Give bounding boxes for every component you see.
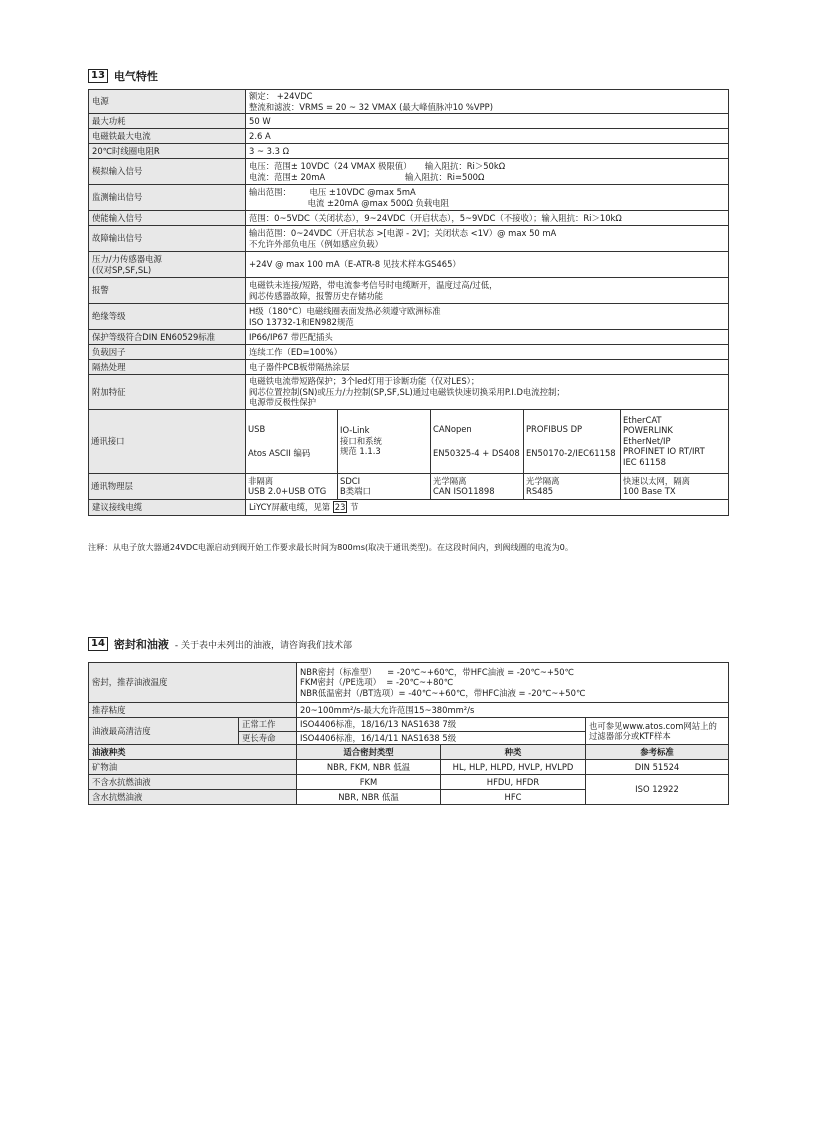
power-line2: 整流和滤波：VRMS = 20 ~ 32 VMAX (最大峰值脉冲10 %VPP) [249, 101, 493, 112]
value-extra [246, 375, 729, 410]
clean-normal-label: 正常工作 [239, 718, 297, 732]
clean-ref-line2: 过滤器部分或KTF样本 [589, 731, 671, 741]
row-power [89, 90, 729, 114]
label-monitor: 监测输出信号 [89, 185, 246, 211]
phys-usb-line1: 非隔离 [248, 475, 274, 486]
clean-longer-value: ISO4406标准，16/14/11 NAS1638 5级 [297, 731, 586, 745]
comm-ethernet [621, 409, 729, 473]
fluid-class: HL, HLP, HLPD, HVLP, HVLPD [441, 760, 586, 775]
row-insulation [89, 304, 729, 330]
value-viscosity: 20~100mm²/s-最大允许范围15~380mm²/s [297, 703, 729, 718]
comm-ethernetip: EtherNet/IP [623, 435, 671, 446]
row-comm [89, 409, 729, 473]
fault-line1: 输出范围：0~24VDC（开启状态 >[电源 - 2V]；关闭状态 <1V）@ max 50 mA [249, 228, 557, 238]
comm-iolink [338, 409, 431, 473]
label-maxcurrent: 电磁铁最大电流 [89, 129, 246, 144]
power-line1: 额定： +24VDC [249, 91, 313, 101]
label-fault: 故障输出信号 [89, 226, 246, 252]
row-duty [89, 345, 729, 360]
electrical-table [88, 89, 729, 516]
alarm-line2: 阀芯传感器故障，报警历史存储功能 [249, 290, 383, 301]
label-comm: 通讯接口 [89, 409, 246, 473]
phys-ethernet [621, 473, 729, 499]
phys-iolink [338, 473, 431, 499]
phys-iolink-line1: SDCI [340, 475, 361, 486]
value-enable: 范围：0~5VDC（关闭状态），9~24VDC（开启状态），5~9VDC（不接收）；输入阻抗：Ri＞10kΩ [246, 211, 729, 226]
fluid-class: HFDU, HFDR [441, 775, 586, 790]
comm-profibus-spec: EN50170-2/IEC61158 [526, 448, 616, 458]
fluid-table [88, 662, 729, 805]
fluid-class: HFC [441, 790, 586, 805]
fault-line2: 不允许外部负电压（例如感应负载） [249, 238, 383, 249]
value-protection: IP66/IP67 带匹配插头 [246, 330, 729, 345]
row-physical [89, 473, 729, 499]
comm-usb-spec: Atos ASCII 编码 [248, 448, 311, 458]
phys-profibus-line1: 光学隔离 [526, 475, 560, 486]
row-enable [89, 211, 729, 226]
row-clean-1 [89, 718, 729, 732]
analog-line1: 电压：范围± 10VDC（24 VMAX 极限值） 输入阻抗：Ri＞50kΩ [249, 161, 506, 171]
comm-iolink-name: IO-Link [340, 425, 370, 436]
comm-profibus-name: PROFIBUS DP [526, 423, 583, 434]
row-pressure [89, 252, 729, 278]
section-number: 13 [88, 69, 108, 83]
note: 注释：从电子放大器通24VDC电源启动到阀开始工作要求最长时间为800ms(取决于通讯类型)。在这段时间内，到阀线圈的电流为0。 [88, 542, 574, 552]
fluid-kind: 含水抗燃油液 [89, 790, 297, 805]
label-analog: 模拟输入信号 [89, 159, 246, 185]
monitor-line1: 输出范围： 电压 ±10VDC @max 5mA [249, 187, 416, 197]
label-extra: 附加特征 [89, 375, 246, 410]
phys-iolink-line2: B类端口 [340, 486, 371, 496]
value-cable [246, 499, 729, 515]
cable-section-link[interactable]: 23 [334, 501, 346, 512]
seals-line1: NBR密封（标准型） = -20℃~+60℃，带HFC油液 = -20℃~+50℃ [300, 666, 574, 677]
row-maxcurrent [89, 129, 729, 144]
monitor-line2: 电流 ±20mA @max 500Ω 负载电阻 [249, 197, 450, 208]
row-fluid-header [89, 745, 729, 760]
value-pressure: +24V @ max 100 mA（E-ATR-8 见技术样本GS465） [246, 252, 729, 278]
row-extra [89, 375, 729, 410]
label-seals: 密封，推荐油液温度 [89, 663, 297, 703]
extra-line1: 电磁铁电流带短路保护；3个led灯用于诊断功能（仅对LES）； [249, 376, 480, 386]
label-tropical: 隔热处理 [89, 360, 246, 375]
comm-canopen [431, 409, 524, 473]
label-cable: 建议接线电缆 [89, 499, 246, 515]
header-kind: 油液种类 [89, 745, 297, 760]
label-protection: 保护等级符合DIN EN60529标准 [89, 330, 246, 345]
phys-canopen [431, 473, 524, 499]
clean-normal-value: ISO4406标准，18/16/13 NAS1638 7级 [297, 718, 586, 732]
comm-iec: IEC 61158 [623, 456, 666, 467]
phys-profibus [524, 473, 621, 499]
phys-profibus-line2: RS485 [526, 486, 554, 496]
row-protection [89, 330, 729, 345]
fluid-standard-iso: ISO 12922 [586, 775, 729, 805]
seals-line2: FKM密封（/PE选项） = -20℃~+80℃ [300, 677, 454, 688]
fluid-standard: DIN 51524 [586, 760, 729, 775]
phys-usb-line2: USB 2.0+USB OTG [248, 486, 327, 496]
section-14-header [88, 636, 352, 652]
label-viscosity: 推荐粘度 [89, 703, 297, 718]
fluid-seal: NBR, NBR 低温 [297, 790, 441, 805]
row-tropical [89, 360, 729, 375]
extra-line2: 阀芯位置控制(SN)或压力/力控制(SP,SF,SL)通过电磁铁快速切换采用P.I.D电流控制； [249, 386, 565, 397]
header-standard: 参考标准 [586, 745, 729, 760]
fluid-seal: NBR, FKM, NBR 低温 [297, 760, 441, 775]
comm-powerlink: POWERLINK [623, 425, 673, 436]
section-13-header [88, 68, 158, 84]
row-alarm [89, 278, 729, 304]
section-title: 电气特性 [113, 70, 158, 83]
label-insulation: 绝缘等级 [89, 304, 246, 330]
comm-canopen-name: CANopen [433, 423, 472, 434]
comm-iolink-spec2: 规范 1.1.3 [340, 446, 381, 457]
comm-profibus [524, 409, 621, 473]
clean-ref-line1: 也可参见www.atos.com网站上的 [589, 720, 717, 731]
value-fault [246, 226, 729, 252]
cable-text-end: 节 [350, 501, 359, 512]
value-seals [297, 663, 729, 703]
row-viscosity [89, 703, 729, 718]
row-cable [89, 499, 729, 515]
analog-line2: 电流：范围± 20mA 输入阻抗：Ri=500Ω [249, 171, 485, 182]
phys-canopen-line2: CAN ISO11898 [433, 486, 495, 496]
section-subtitle: - 关于表中未列出的油液，请咨询我们技术部 [174, 640, 353, 651]
fluid-kind: 不含水抗燃油液 [89, 775, 297, 790]
value-tropical: 电子器件PCB板带隔热涂层 [246, 360, 729, 375]
value-insulation [246, 304, 729, 330]
pressure-label1: 压力/力传感器电源 [92, 254, 162, 264]
label-enable: 使能输入信号 [89, 211, 246, 226]
label-coilres: 20℃时线圈电阻R [89, 144, 246, 159]
alarm-line1: 电磁铁未连接/短路，带电流参考信号时电缆断开，温度过高/过低， [249, 280, 498, 290]
seals-line3: NBR低温密封（/BT选项）= -40℃~+60℃，带HFC油液 = -20℃~+50℃ [300, 687, 586, 698]
comm-usb-name: USB [248, 423, 266, 434]
section-title: 密封和油液 [113, 638, 169, 651]
value-monitor [246, 185, 729, 211]
value-coilres: 3 ~ 3.3 Ω [246, 144, 729, 159]
row-monitor [89, 185, 729, 211]
phys-ethernet-line1: 快速以太网，隔离 [623, 475, 690, 486]
extra-line3: 电源带反极性保护 [249, 397, 316, 407]
insulation-line2: ISO 13732-1和EN982规范 [249, 316, 354, 327]
label-pressure [89, 252, 246, 278]
label-cleanliness: 油液最高清洁度 [89, 718, 239, 745]
comm-profinet: PROFINET IO RT/IRT [623, 446, 705, 457]
label-duty: 负载因子 [89, 345, 246, 360]
row-analog [89, 159, 729, 185]
value-maxpower: 50 W [246, 114, 729, 129]
table-row [89, 775, 729, 790]
comm-iolink-spec1: 接口和系统 [340, 435, 382, 446]
value-maxcurrent: 2.6 A [246, 129, 729, 144]
clean-reference [586, 718, 729, 745]
phys-ethernet-line2: 100 Base TX [623, 486, 676, 496]
fluid-seal: FKM [297, 775, 441, 790]
section-number: 14 [88, 637, 108, 651]
pressure-label2: (仅对SP,SF,SL) [92, 264, 152, 275]
label-alarm: 报警 [89, 278, 246, 304]
label-maxpower: 最大功耗 [89, 114, 246, 129]
row-fault [89, 226, 729, 252]
value-power [246, 90, 729, 114]
header-class: 种类 [441, 745, 586, 760]
label-physical: 通讯物理层 [89, 473, 246, 499]
phys-canopen-line1: 光学隔离 [433, 475, 467, 486]
comm-ethercat: EtherCAT [623, 414, 662, 425]
row-seals [89, 663, 729, 703]
comm-usb [246, 409, 338, 473]
clean-longer-label: 更长寿命 [239, 731, 297, 745]
table-row [89, 760, 729, 775]
label-power: 电源 [89, 90, 246, 114]
row-maxpower [89, 114, 729, 129]
value-alarm [246, 278, 729, 304]
cable-text: LiYCY屏蔽电缆，见第 [249, 501, 331, 512]
header-seal: 适合密封类型 [297, 745, 441, 760]
row-coilres [89, 144, 729, 159]
value-duty: 连续工作（ED=100%） [246, 345, 729, 360]
value-analog [246, 159, 729, 185]
fluid-kind: 矿物油 [89, 760, 297, 775]
phys-usb [246, 473, 338, 499]
insulation-line1: H级（180°C）电磁线圈表面发热必须遵守欧洲标准 [249, 306, 441, 316]
comm-canopen-spec: EN50325-4 + DS408 [433, 448, 520, 458]
